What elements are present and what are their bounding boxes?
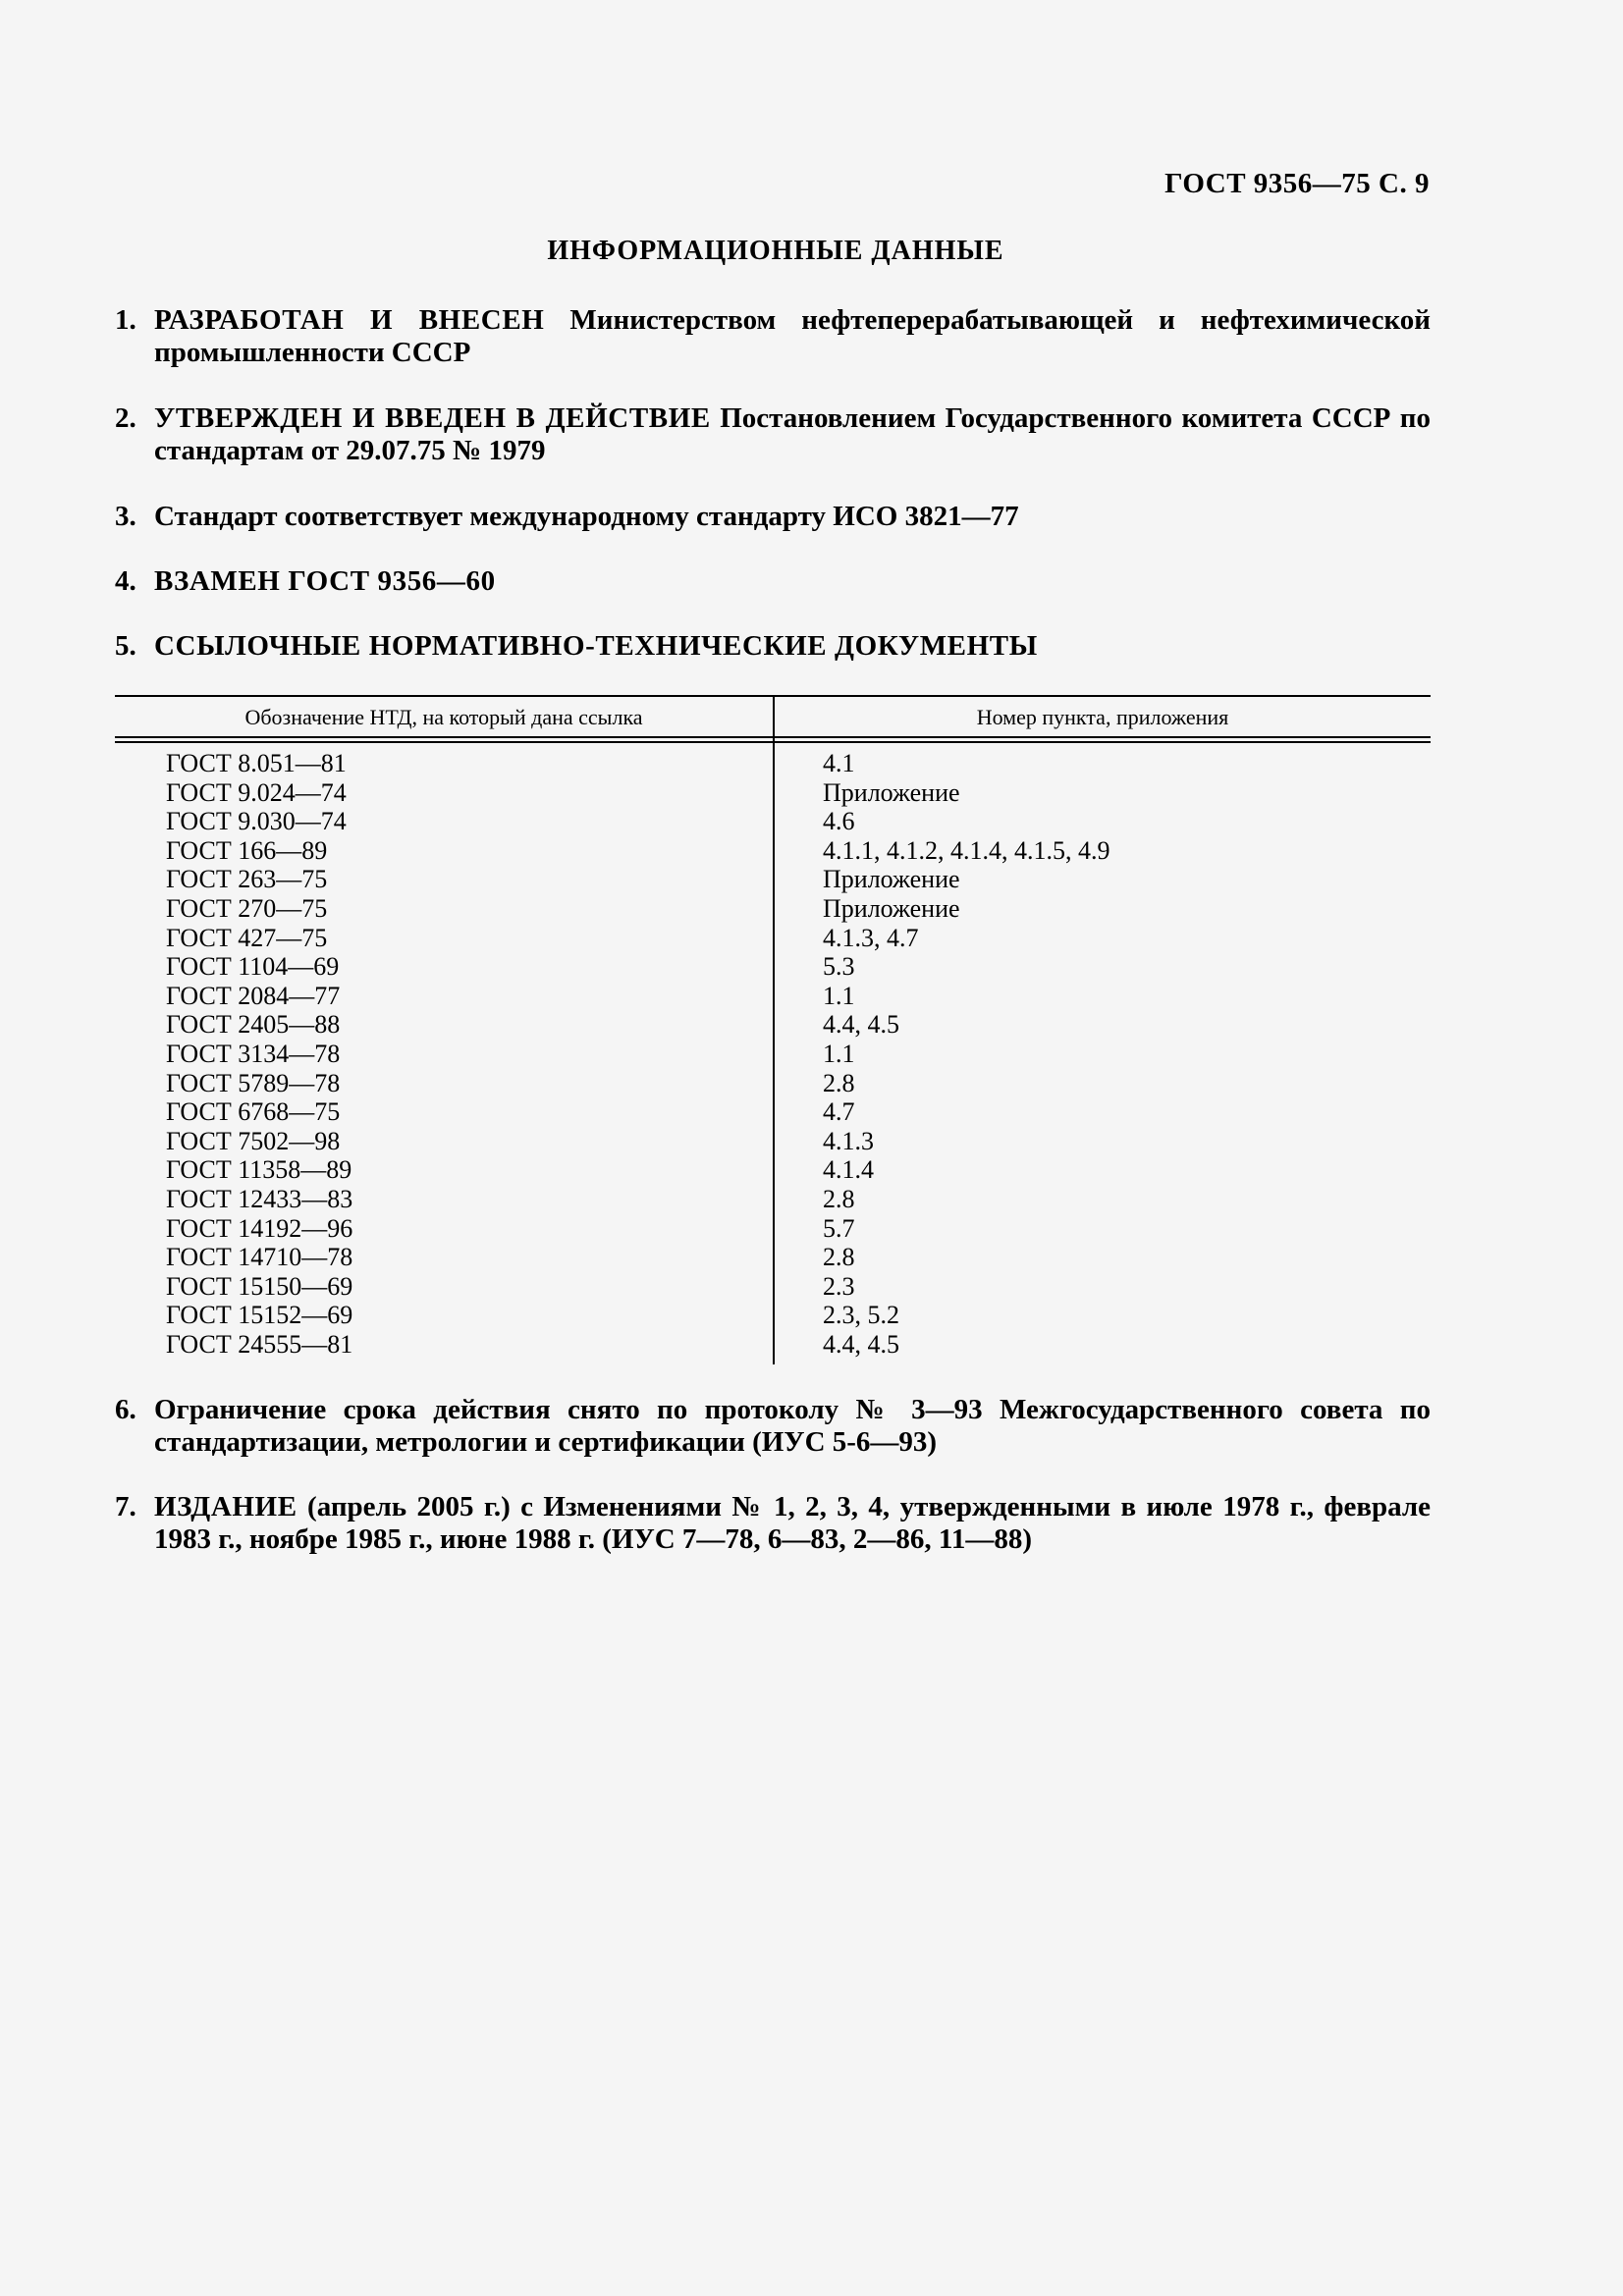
table-body bbox=[115, 749, 1431, 1359]
cell-document: ГОСТ 5789—78 bbox=[166, 1068, 341, 1097]
cell-clause: 4.1.3 bbox=[823, 1126, 874, 1155]
table-row bbox=[115, 1301, 1431, 1330]
cell-document: ГОСТ 15152—69 bbox=[166, 1301, 353, 1330]
cell-clause: 2.8 bbox=[823, 1243, 855, 1272]
table-row bbox=[115, 1040, 1431, 1069]
cell-clause: Приложение bbox=[823, 865, 960, 894]
table-row bbox=[115, 749, 1431, 778]
table-row bbox=[115, 1097, 1431, 1127]
cell-clause: 1.1 bbox=[823, 1039, 855, 1068]
item-number: 4. bbox=[115, 565, 136, 597]
cell-clause: 2.8 bbox=[823, 1184, 855, 1213]
item-lead: ВЗАМЕН ГОСТ 9356—60 bbox=[154, 565, 496, 597]
table-row bbox=[115, 807, 1431, 836]
item-lead: ИЗДАНИЕ bbox=[154, 1491, 298, 1522]
table-row bbox=[115, 1330, 1431, 1360]
cell-clause: 4.1 bbox=[823, 749, 855, 777]
cell-document: ГОСТ 14710—78 bbox=[166, 1243, 353, 1272]
table-row bbox=[115, 1127, 1431, 1156]
page-title: ИНФОРМАЦИОННЫЕ ДАННЫЕ bbox=[547, 236, 1004, 266]
item-text: Стандарт соответствует международному стандарту ИСО 3821—77 bbox=[154, 501, 1019, 532]
item-number: 1. bbox=[115, 304, 136, 336]
cell-clause: 4.1.4 bbox=[823, 1155, 874, 1185]
cell-document: ГОСТ 2405—88 bbox=[166, 1010, 341, 1040]
cell-clause: 1.1 bbox=[823, 981, 855, 1010]
table-row bbox=[115, 865, 1431, 894]
table-row bbox=[115, 778, 1431, 808]
table-row bbox=[115, 894, 1431, 924]
cell-document: ГОСТ 8.051—81 bbox=[166, 749, 347, 777]
item-number: 6. bbox=[115, 1394, 136, 1425]
cell-clause: 4.6 bbox=[823, 807, 855, 836]
cell-document: ГОСТ 427—75 bbox=[166, 923, 328, 952]
table-row bbox=[115, 982, 1431, 1011]
column-header-clause: Номер пункта, приложения bbox=[976, 705, 1229, 729]
cell-clause: Приложение bbox=[823, 893, 960, 923]
item-number: 7. bbox=[115, 1491, 136, 1522]
table-row bbox=[115, 1155, 1431, 1185]
cell-clause: 4.4, 4.5 bbox=[823, 1329, 899, 1359]
table-row bbox=[115, 1185, 1431, 1214]
cell-document: ГОСТ 9.024—74 bbox=[166, 777, 347, 807]
cell-document: ГОСТ 12433—83 bbox=[166, 1184, 353, 1213]
cell-document: ГОСТ 14192—96 bbox=[166, 1213, 353, 1243]
cell-clause: 4.1.3, 4.7 bbox=[823, 923, 919, 952]
cell-clause: Приложение bbox=[823, 777, 960, 807]
table-row bbox=[115, 1214, 1431, 1244]
cell-document: ГОСТ 11358—89 bbox=[166, 1155, 352, 1185]
table-row bbox=[115, 1069, 1431, 1098]
info-item-5 bbox=[115, 630, 1431, 663]
table-row bbox=[115, 1010, 1431, 1040]
item-number: 3. bbox=[115, 501, 136, 532]
item-lead: УТВЕРЖДЕН И ВВЕДЕН В ДЕЙСТВИЕ bbox=[154, 402, 711, 434]
item-lead: ССЫЛОЧНЫЕ НОРМАТИВНО-ТЕХНИЧЕСКИЕ ДОКУМЕНТЫ bbox=[154, 630, 1038, 662]
item-text: Министерством нефтеперерабатывающей и нефтехимической промышленности СССР bbox=[154, 304, 1431, 368]
cell-clause: 4.1.1, 4.1.2, 4.1.4, 4.1.5, 4.9 bbox=[823, 835, 1110, 865]
reference-documents-table bbox=[115, 695, 1431, 1364]
item-text: Ограничение срока действия снято по протоколу № 3—93 Межгосударственного совета по стандартизации, метрологии и сертификации (ИУС 5-6—93) bbox=[154, 1394, 1431, 1458]
cell-document: ГОСТ 263—75 bbox=[166, 865, 328, 894]
cell-clause: 4.4, 4.5 bbox=[823, 1010, 899, 1040]
table-row bbox=[115, 1243, 1431, 1272]
cell-document: ГОСТ 166—89 bbox=[166, 835, 328, 865]
cell-document: ГОСТ 9.030—74 bbox=[166, 807, 347, 836]
item-lead: РАЗРАБОТАН И ВНЕСЕН bbox=[154, 304, 545, 336]
table-row bbox=[115, 836, 1431, 866]
column-header-document: Обозначение НТД, на который дана ссылка bbox=[244, 705, 643, 729]
info-item-3 bbox=[115, 501, 1431, 533]
cell-document: ГОСТ 6768—75 bbox=[166, 1097, 341, 1127]
info-item-2 bbox=[115, 402, 1431, 467]
item-text: Постановлением Государственного комитета СССР по стандартам от 29.07.75 № 1979 bbox=[154, 402, 1432, 466]
cell-document: ГОСТ 24555—81 bbox=[166, 1329, 353, 1359]
cell-clause: 4.7 bbox=[823, 1097, 855, 1127]
cell-document: ГОСТ 3134—78 bbox=[166, 1039, 341, 1068]
info-item-7 bbox=[115, 1491, 1431, 1556]
cell-document: ГОСТ 7502—98 bbox=[166, 1126, 341, 1155]
cell-document: ГОСТ 15150—69 bbox=[166, 1271, 353, 1301]
page-header-reference: ГОСТ 9356—75 С. 9 bbox=[1164, 168, 1430, 199]
cell-clause: 2.3 bbox=[823, 1271, 855, 1301]
cell-clause: 2.8 bbox=[823, 1068, 855, 1097]
cell-document: ГОСТ 1104—69 bbox=[166, 952, 340, 982]
cell-document: ГОСТ 2084—77 bbox=[166, 981, 341, 1010]
table-row bbox=[115, 952, 1431, 982]
info-item-6 bbox=[115, 1394, 1431, 1459]
info-item-1 bbox=[115, 304, 1431, 369]
table-row bbox=[115, 1272, 1431, 1302]
info-item-4 bbox=[115, 565, 1431, 598]
cell-document: ГОСТ 270—75 bbox=[166, 893, 328, 923]
item-text: (апрель 2005 г.) с Изменениями № 1, 2, 3, 4, утвержденными в июле 1978 г., феврале 1983 г., ноябре 1985 г., июне 1988 г. (ИУС 7—78, 6—83, 2—86, 11—88) bbox=[154, 1491, 1431, 1555]
cell-clause: 5.7 bbox=[823, 1213, 855, 1243]
item-number: 2. bbox=[115, 402, 136, 434]
item-number: 5. bbox=[115, 630, 136, 662]
cell-clause: 2.3, 5.2 bbox=[823, 1301, 899, 1330]
cell-clause: 5.3 bbox=[823, 952, 855, 982]
table-row bbox=[115, 924, 1431, 953]
